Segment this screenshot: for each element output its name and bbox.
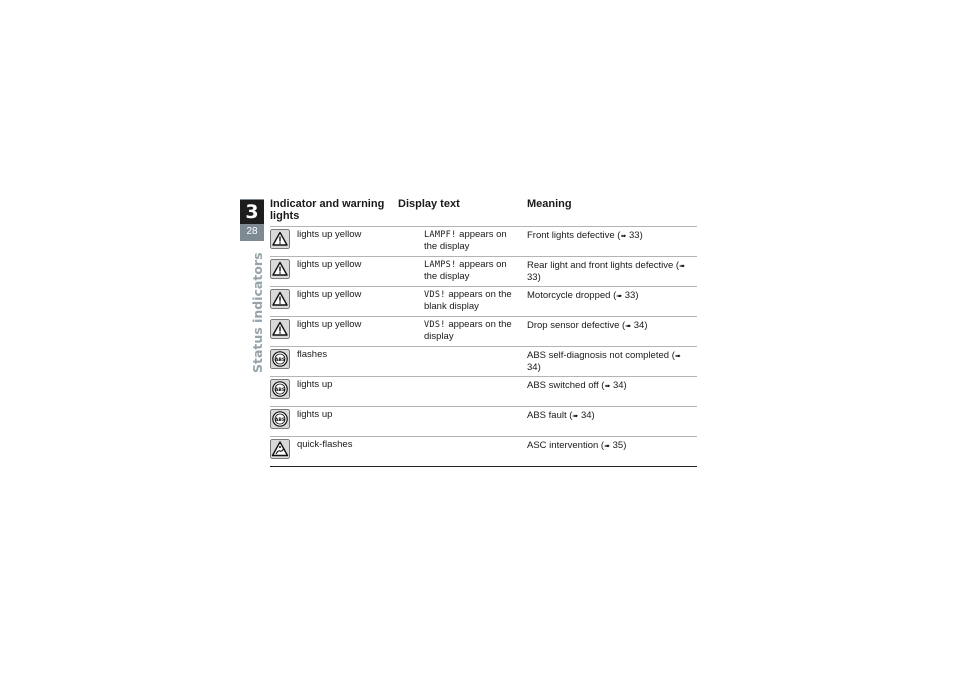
table-row [270,227,697,257]
meaning-label: ASC intervention [527,440,599,451]
page-ref-arrow-icon: ➠ [620,233,627,240]
meaning-label: ABS fault [527,410,567,421]
meaning-label: Front lights defective [527,230,615,241]
page-ref[interactable]: 33 [527,272,538,283]
page-ref[interactable]: 33 [628,230,640,241]
abs-icon [270,349,290,369]
header-meaning: Meaning [527,198,572,210]
page-ref-arrow-icon: ➠ [616,293,623,300]
meaning-text: Front lights defective (➠ 33) [527,230,643,241]
display-code: LAMPS! [424,260,457,270]
table-header [270,196,697,227]
page-ref-arrow-icon: ➠ [674,353,681,360]
indicator-description: flashes [297,349,328,360]
indicator-description: lights up yellow [297,319,362,330]
meaning-text: Motorcycle dropped (➠ 33) [527,290,639,301]
table-row [270,257,697,287]
meaning-label: Motorcycle dropped [527,290,611,301]
meaning-text: ABS switched off (➠ 34) [527,380,627,391]
table-row [270,407,697,437]
abs-icon [270,379,290,399]
table-row [270,317,697,347]
display-text [424,289,516,312]
display-text [424,259,516,282]
meaning-text: ASC intervention (➠ 35) [527,440,627,451]
svg-text:ABS: ABS [274,357,286,363]
indicator-description: lights up yellow [297,229,362,240]
page-number: 28 [246,226,258,237]
meaning-text: ABS fault (➠ 34) [527,410,595,421]
meaning-label: Rear light and front lights defective [527,260,674,271]
warning-triangle-icon [270,259,290,279]
svg-text:ABS: ABS [274,417,286,423]
abs-icon [270,409,290,429]
meaning-text: Rear light and front lights defective (➠ 33) [527,260,685,283]
table-row [270,437,697,467]
warning-triangle-icon [270,289,290,309]
status-table [270,196,697,467]
display-text [424,319,516,342]
display-text [424,229,516,252]
meaning-text: ABS self-diagnosis not completed (➠ 34) [527,350,681,373]
page-ref-arrow-icon: ➠ [679,263,685,270]
header-display-text: Display text [398,198,460,210]
page-ref[interactable]: 34 [527,362,538,373]
page-ref-arrow-icon: ➠ [604,383,611,390]
indicator-description: quick-flashes [297,439,353,450]
page-ref-arrow-icon: ➠ [572,413,579,420]
indicator-description: lights up [297,409,333,420]
page-ref-arrow-icon: ➠ [604,443,610,450]
meaning-label: ABS switched off [527,380,599,391]
page-ref[interactable]: 34 [612,380,624,391]
header-indicator: Indicator and warning lights [270,198,385,222]
meaning-label: ABS self-diagnosis not completed [527,350,670,361]
display-code: VDS! [424,290,446,300]
display-suffix: appears on the blank display [424,289,512,312]
indicator-description: lights up [297,379,333,390]
indicator-description: lights up yellow [297,259,362,270]
warning-triangle-icon [270,229,290,249]
table-row [270,377,697,407]
display-suffix: appears on the display [424,229,507,252]
indicator-description: lights up yellow [297,289,362,300]
display-suffix: appears on the display [424,259,507,282]
page-ref-arrow-icon: ➠ [625,323,632,330]
display-suffix: appears on the display [424,319,512,342]
display-code: LAMPF! [424,230,457,240]
page-ref[interactable]: 35 [612,440,624,451]
chapter-title: Status indicators [250,252,265,373]
svg-text:ABS: ABS [274,387,286,393]
chapter-number: 3 [240,200,264,224]
meaning-text: Drop sensor defective (➠ 34) [527,320,648,331]
table-row [270,347,697,377]
page-ref[interactable]: 34 [580,410,592,421]
table-row [270,287,697,317]
warning-triangle-icon [270,319,290,339]
page-ref[interactable]: 34 [633,320,645,331]
meaning-label: Drop sensor defective [527,320,620,331]
page-ref[interactable]: 33 [624,290,636,301]
asc-triangle-icon [270,439,290,459]
display-code: VDS! [424,320,446,330]
table-body [270,227,697,467]
